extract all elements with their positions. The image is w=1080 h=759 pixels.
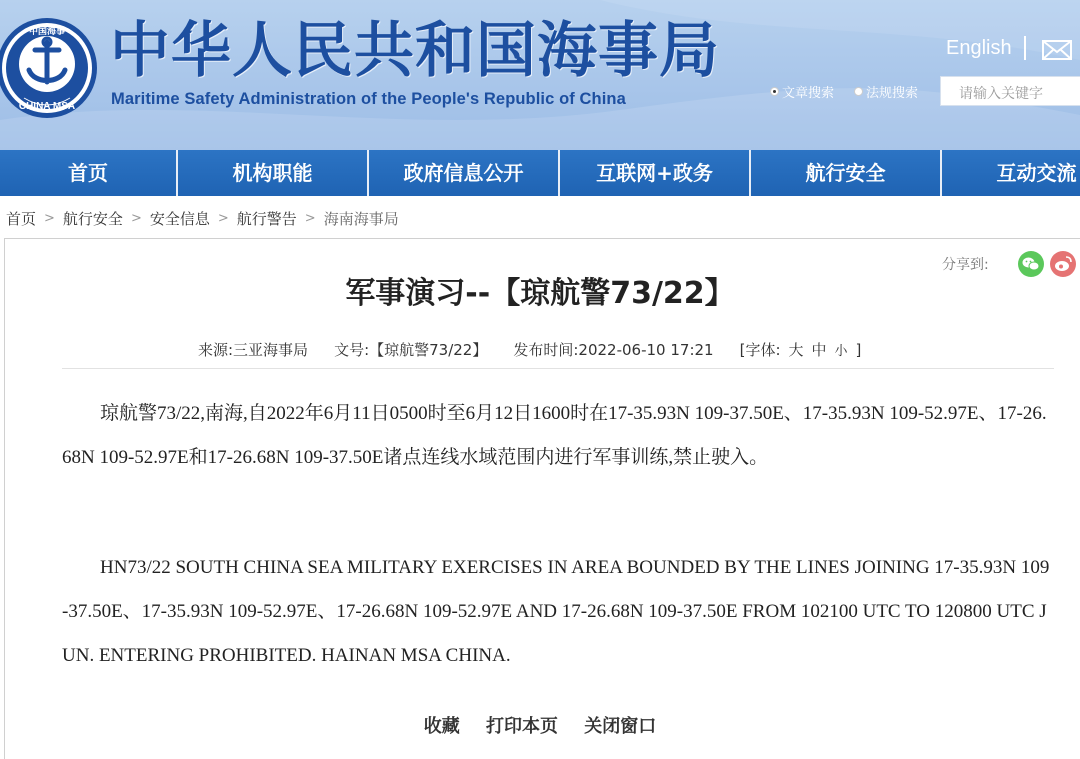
print-button[interactable]: 打印本页 xyxy=(486,716,558,737)
favorite-button[interactable]: 收藏 xyxy=(423,716,460,737)
font-size-label: [字体: xyxy=(739,341,781,359)
radio-label-law: 法规搜索 xyxy=(866,85,919,101)
radio-selected-icon xyxy=(770,87,779,96)
english-link[interactable]: English xyxy=(946,37,1012,59)
nav-item-gov-info[interactable]: 政府信息公开 xyxy=(369,150,560,196)
font-size-small[interactable]: 小 xyxy=(834,344,848,359)
chevron-right-icon: > xyxy=(217,210,229,226)
breadcrumb-nav-warning[interactable]: 航行警告 xyxy=(236,209,297,228)
site-header xyxy=(0,0,1080,150)
font-size-close: ] xyxy=(855,340,862,359)
search-input[interactable]: 请输入关键字 xyxy=(940,76,1080,106)
article-source: 来源:三亚海事局 xyxy=(198,341,309,359)
nav-item-internet-gov[interactable]: 互联网+政务 xyxy=(560,150,751,196)
chevron-right-icon: > xyxy=(304,210,316,226)
mail-icon[interactable] xyxy=(1042,40,1072,60)
meta-divider xyxy=(62,368,1054,369)
radio-law-search[interactable] xyxy=(854,82,918,100)
chevron-right-icon: > xyxy=(44,210,55,226)
nav-item-functions[interactable]: 机构职能 xyxy=(178,150,369,196)
article-container xyxy=(4,238,1080,759)
share-label: 分享到: xyxy=(942,257,989,273)
article-paragraph-en: HN73/22 SOUTH CHINA SEA MILITARY EXERCISES IN AREA BOUNDED BY THE LINES JOINING 17-35.93N 109-37.50E、17-35.93N 109-52.97E、17-26.68N 109-52.97E AND 17-26.68N 109-37.50E FROM 102100 UTC TO 120800 UTC JUN. ENTERING PROHIBITED. HAINAN MSA CHINA. xyxy=(62,557,1050,666)
logo-top-text: 中国海事 xyxy=(28,27,66,37)
site-title-cn: 中华人民共和国海事局 xyxy=(110,16,720,86)
breadcrumb-home[interactable]: 首页 xyxy=(6,209,37,228)
chevron-right-icon: > xyxy=(130,210,142,226)
article-doc-no: 文号:【琼航警73/22】 xyxy=(334,341,488,359)
main-nav xyxy=(0,150,1080,196)
close-window-button[interactable]: 关闭窗口 xyxy=(584,716,657,737)
radio-label-article: 文章搜索 xyxy=(782,85,835,101)
logo-text: CHINA MSA xyxy=(18,101,76,112)
header-separator xyxy=(1024,36,1026,60)
font-size-medium[interactable]: 中 xyxy=(811,341,827,359)
article-title: 军事演习--【琼航警73/22】 xyxy=(345,276,735,311)
radio-article-search[interactable] xyxy=(770,82,834,100)
font-size-large[interactable]: 大 xyxy=(788,341,804,359)
breadcrumb xyxy=(6,206,399,230)
article-publish-time: 发布时间:2022-06-10 17:21 xyxy=(513,341,714,359)
breadcrumb-safety-info[interactable]: 安全信息 xyxy=(149,209,210,228)
article-paragraph-cn: 琼航警73/22,南海,自2022年6月11日0500时至6月12日1600时在17-35.93N 109-37.50E、17-35.93N 109-52.97E、17-26.68N 109-52.97E和17-26.68N 109-37.50E诸点连线水域范围内进行军事训练,禁止驶入。 xyxy=(62,403,1047,468)
breadcrumb-hainan-msa[interactable]: 海南海事局 xyxy=(323,209,399,228)
msa-logo[interactable] xyxy=(0,12,100,122)
nav-item-home[interactable]: 首页 xyxy=(0,150,178,196)
nav-item-interaction[interactable]: 互动交流 xyxy=(942,150,1080,196)
article-actions xyxy=(0,712,1080,738)
site-title-en: Maritime Safety Administration of the People's Republic of China xyxy=(111,90,626,108)
nav-item-navigation-safety[interactable]: 航行安全 xyxy=(751,150,942,196)
radio-unselected-icon xyxy=(854,87,863,96)
article-meta xyxy=(198,339,861,360)
breadcrumb-nav-safety[interactable]: 航行安全 xyxy=(62,209,123,228)
